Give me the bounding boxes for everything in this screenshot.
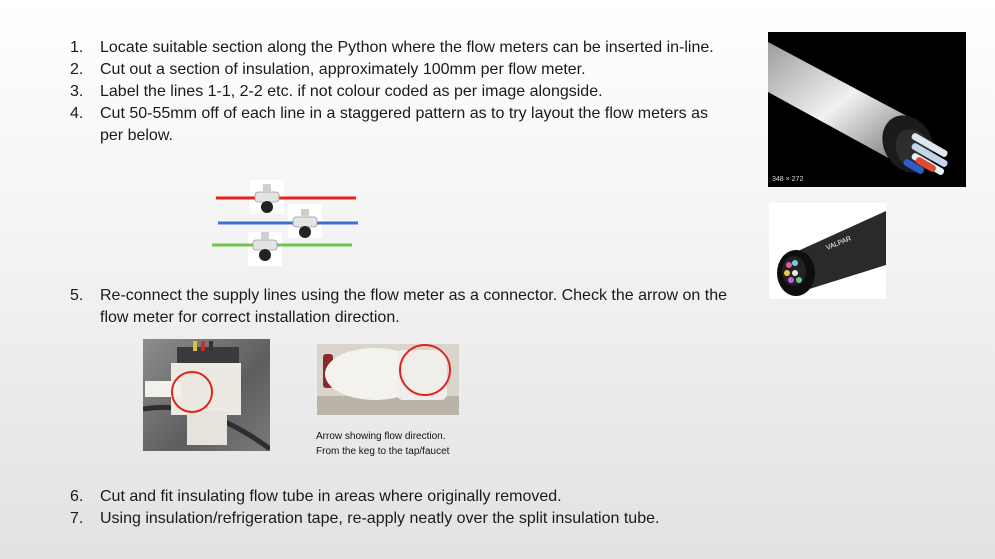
flow-meter-layout-diagram — [210, 180, 370, 272]
caption-line-2: From the keg to the tap/faucet — [316, 446, 450, 457]
flow-meter-photo — [143, 339, 270, 451]
python-tube-photo — [768, 32, 966, 187]
list-item: 6. Cut and fit insulating flow tube in areas where originally removed. — [70, 488, 562, 505]
valpar-tube-photo — [769, 203, 886, 299]
flow-direction-photo-art — [317, 344, 459, 415]
steps-list-3 — [70, 486, 750, 530]
python-tube-photo-art — [768, 32, 966, 187]
photo-caption — [316, 429, 449, 459]
image-size-label: 348 × 272 — [772, 176, 804, 183]
brand-label: VALPAR — [825, 235, 853, 252]
list-item: 4. Cut 50-55mm off of each line in a staggered pattern as to try layout the flow meters as per below. — [70, 105, 709, 144]
flow-direction-arrow-photo — [317, 344, 459, 415]
steps-list-1 — [70, 37, 720, 147]
list-item: 3. Label the lines 1-1, 2-2 etc. if not colour coded as per image alongside. — [70, 83, 603, 100]
list-item: 5. Re-connect the supply lines using the flow meter as a connector. Check the arrow on the flow meter for correct installation direction. — [70, 287, 728, 326]
flow-meter-photo-art — [143, 339, 270, 451]
list-item: 7. Using insulation/refrigeration tape, re-apply neatly over the split insulation tube. — [70, 510, 660, 527]
list-item: 2. Cut out a section of insulation, approximately 100mm per flow meter. — [70, 61, 586, 78]
valpar-tube-photo-art — [769, 203, 886, 299]
caption-line-1: Arrow showing flow direction. — [316, 431, 446, 442]
steps-list-2 — [70, 285, 740, 329]
list-item: 1. Locate suitable section along the Python where the flow meters can be inserted in-line. — [70, 39, 714, 56]
